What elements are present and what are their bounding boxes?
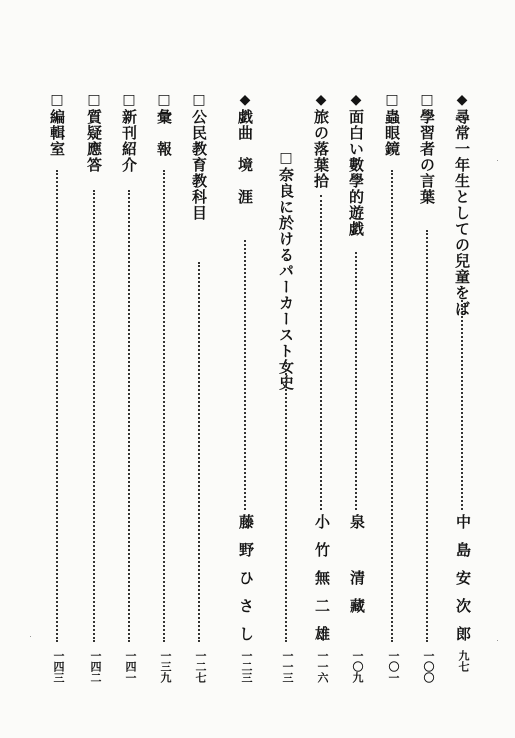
- square-icon: □: [86, 92, 102, 108]
- leader-dots: [163, 170, 165, 642]
- paper-speck: [30, 636, 31, 637]
- page-number: 一一三: [281, 650, 294, 683]
- paper-speck: [497, 160, 498, 161]
- entry-title: 編輯室: [48, 109, 66, 157]
- entry-title: 尋常一年生としての兒童をば: [453, 109, 471, 317]
- page-number: 一〇〇: [422, 650, 435, 683]
- diamond-icon: ◆: [348, 92, 364, 108]
- square-icon: □: [419, 92, 435, 108]
- entry-author: 泉 清藏: [348, 514, 366, 626]
- entry-title: 戯曲 境 涯: [236, 109, 254, 205]
- page-number: 一二七: [194, 650, 207, 683]
- square-icon: □: [191, 92, 207, 108]
- leader-dots: [56, 170, 58, 642]
- page-number: 一〇一: [387, 650, 400, 683]
- page-number: 一四三: [52, 650, 65, 683]
- page-number: 一一六: [316, 650, 329, 683]
- entry-title: 蟲眼鏡: [383, 109, 401, 157]
- square-icon: □: [156, 92, 172, 108]
- entry-author: 小竹無二雄: [313, 514, 331, 654]
- entry-title: 新刊紹介: [120, 109, 138, 173]
- leader-dots: [128, 190, 130, 642]
- toc-entry[interactable]: [383, 92, 401, 157]
- leader-dots: [391, 170, 393, 642]
- toc-entry[interactable]: [277, 150, 295, 391]
- page-number: 九七: [457, 650, 470, 672]
- toc-entry[interactable]: [120, 92, 138, 173]
- leader-dots: [426, 230, 428, 642]
- toc-entry[interactable]: [453, 92, 471, 317]
- leader-dots: [355, 252, 357, 510]
- leader-dots: [198, 262, 200, 642]
- toc-entry[interactable]: [48, 92, 66, 157]
- entry-title: 旅の落葉拾: [312, 109, 330, 189]
- diamond-icon: ◆: [313, 92, 329, 108]
- toc-entry[interactable]: [312, 92, 330, 189]
- page-number: 一三九: [159, 650, 172, 683]
- leader-dots: [461, 300, 463, 510]
- entry-author: 中島安次郎: [454, 514, 472, 654]
- toc-entry[interactable]: [190, 92, 208, 221]
- square-icon: □: [121, 92, 137, 108]
- entry-title: 面白い數學的遊戯: [347, 109, 365, 237]
- entry-title: 學習者の言葉: [418, 109, 436, 205]
- page-number: 一〇九: [351, 650, 364, 683]
- toc-entry[interactable]: [236, 92, 254, 205]
- page-number: 一二三: [240, 650, 253, 683]
- toc-entry[interactable]: [347, 92, 365, 237]
- page-number: 一四一: [124, 650, 137, 683]
- entry-author: 藤野ひさし: [237, 514, 255, 654]
- leader-dots: [320, 195, 322, 510]
- paper-speck: [497, 640, 498, 641]
- toc-entry[interactable]: [418, 92, 436, 205]
- entry-title: 公民教育教科目: [190, 109, 208, 221]
- entry-title: 彙 報: [155, 109, 173, 157]
- square-icon: □: [49, 92, 65, 108]
- leader-dots: [244, 240, 246, 510]
- square-icon: □: [384, 92, 400, 108]
- diamond-icon: ◆: [237, 92, 253, 108]
- entry-title: 奈良に於けるパーカースト女史: [277, 167, 295, 391]
- toc-entry[interactable]: [85, 92, 103, 173]
- leader-dots: [285, 362, 287, 642]
- page-number: 一四二: [89, 650, 102, 683]
- leader-dots: [93, 190, 95, 642]
- square-icon: □: [278, 150, 294, 166]
- entry-title: 質疑應答: [85, 109, 103, 173]
- diamond-icon: ◆: [454, 92, 470, 108]
- toc-entry[interactable]: [155, 92, 173, 157]
